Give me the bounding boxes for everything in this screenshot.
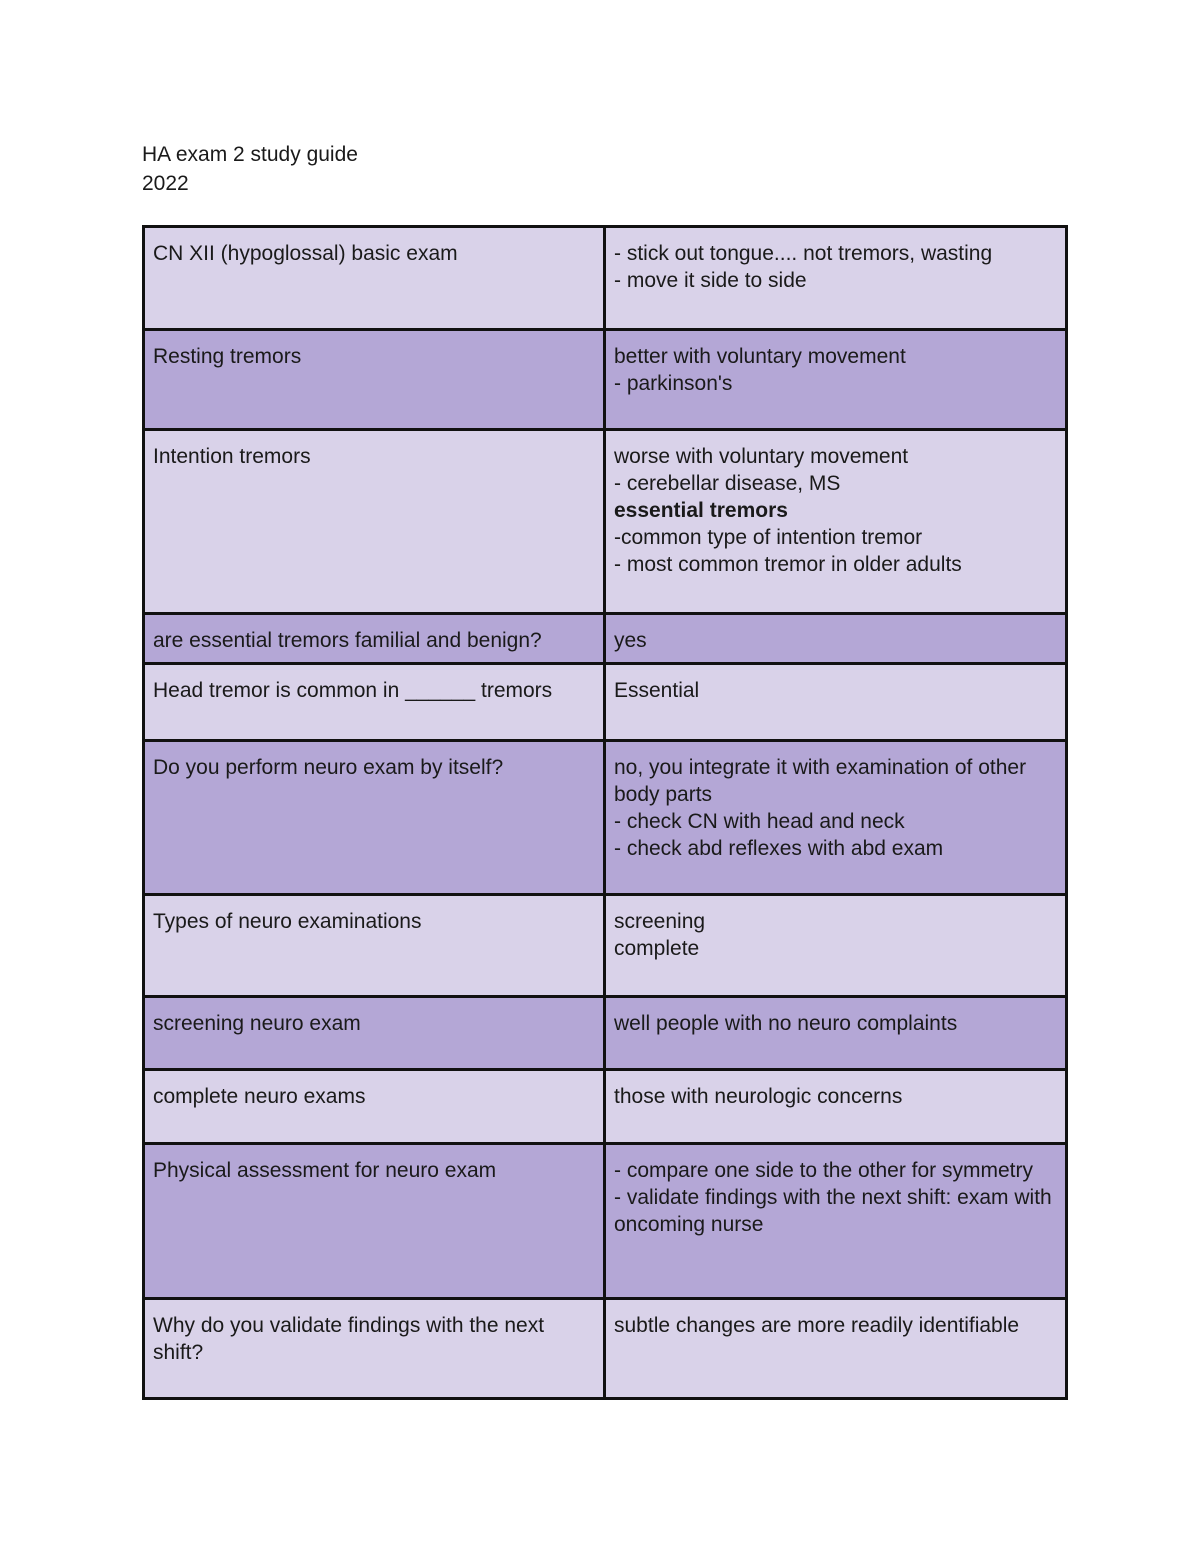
- definition-line: those with neurologic concerns: [614, 1085, 903, 1108]
- table-row: [144, 664, 1067, 741]
- table-row: [144, 430, 1067, 614]
- term-cell: Intention tremors: [144, 430, 605, 614]
- definition-cell: [605, 1299, 1067, 1399]
- definition-cell: [605, 430, 1067, 614]
- term-cell: Resting tremors: [144, 330, 605, 430]
- definition-line: no, you integrate it with examination of other body parts: [614, 756, 1027, 806]
- definition-line: worse with voluntary movement: [614, 445, 909, 468]
- term-cell: CN XII (hypoglossal) basic exam: [144, 227, 605, 330]
- definition-cell: [605, 1144, 1067, 1299]
- definition-cell: [605, 895, 1067, 997]
- table-row: [144, 614, 1067, 664]
- term-cell: Why do you validate findings with the next shift?: [144, 1299, 605, 1399]
- term-cell: complete neuro exams: [144, 1070, 605, 1144]
- definition-line: - check CN with head and neck: [614, 810, 905, 833]
- definition-line: complete: [614, 937, 700, 960]
- term-cell: screening neuro exam: [144, 997, 605, 1070]
- table-row: [144, 741, 1067, 895]
- definition-line: yes: [614, 629, 647, 652]
- definition-line: -common type of intention tremor: [614, 526, 923, 549]
- term-cell: are essential tremors familial and benign?: [144, 614, 605, 664]
- definition-cell: [605, 664, 1067, 741]
- definition-line: - parkinson's: [614, 372, 733, 395]
- definition-cell: [605, 997, 1067, 1070]
- document-title: HA exam 2 study guide: [142, 143, 358, 166]
- document-header: [142, 140, 358, 198]
- study-guide-table: [142, 225, 1068, 1400]
- definition-line: - stick out tongue.... not tremors, wasting: [614, 242, 993, 265]
- definition-line: Essential: [614, 679, 700, 702]
- definition-line: - move it side to side: [614, 269, 807, 292]
- term-cell: Physical assessment for neuro exam: [144, 1144, 605, 1299]
- definition-cell: [605, 330, 1067, 430]
- definition-line: - validate findings with the next shift: exam with oncoming nurse: [614, 1186, 1052, 1236]
- definition-line: - check abd reflexes with abd exam: [614, 837, 944, 860]
- definition-line: subtle changes are more readily identifiable: [614, 1314, 1020, 1337]
- definition-line: better with voluntary movement: [614, 345, 906, 368]
- document-year: 2022: [142, 172, 189, 195]
- definition-cell: [605, 614, 1067, 664]
- definition-line: - compare one side to the other for symmetry: [614, 1159, 1034, 1182]
- definition-line: - most common tremor in older adults: [614, 553, 962, 576]
- definition-line: well people with no neuro complaints: [614, 1012, 958, 1035]
- term-cell: Types of neuro examinations: [144, 895, 605, 997]
- definition-line: - cerebellar disease, MS: [614, 472, 841, 495]
- table-row: [144, 1070, 1067, 1144]
- table-row: [144, 1299, 1067, 1399]
- definition-cell: [605, 227, 1067, 330]
- definition-line: screening: [614, 910, 706, 933]
- term-cell: Head tremor is common in ______ tremors: [144, 664, 605, 741]
- table-row: [144, 895, 1067, 997]
- table-row: [144, 997, 1067, 1070]
- table-row: [144, 1144, 1067, 1299]
- definition-subheading: essential tremors: [614, 499, 788, 522]
- table-row: [144, 227, 1067, 330]
- table-row: [144, 330, 1067, 430]
- definition-cell: [605, 741, 1067, 895]
- term-cell: Do you perform neuro exam by itself?: [144, 741, 605, 895]
- definition-cell: [605, 1070, 1067, 1144]
